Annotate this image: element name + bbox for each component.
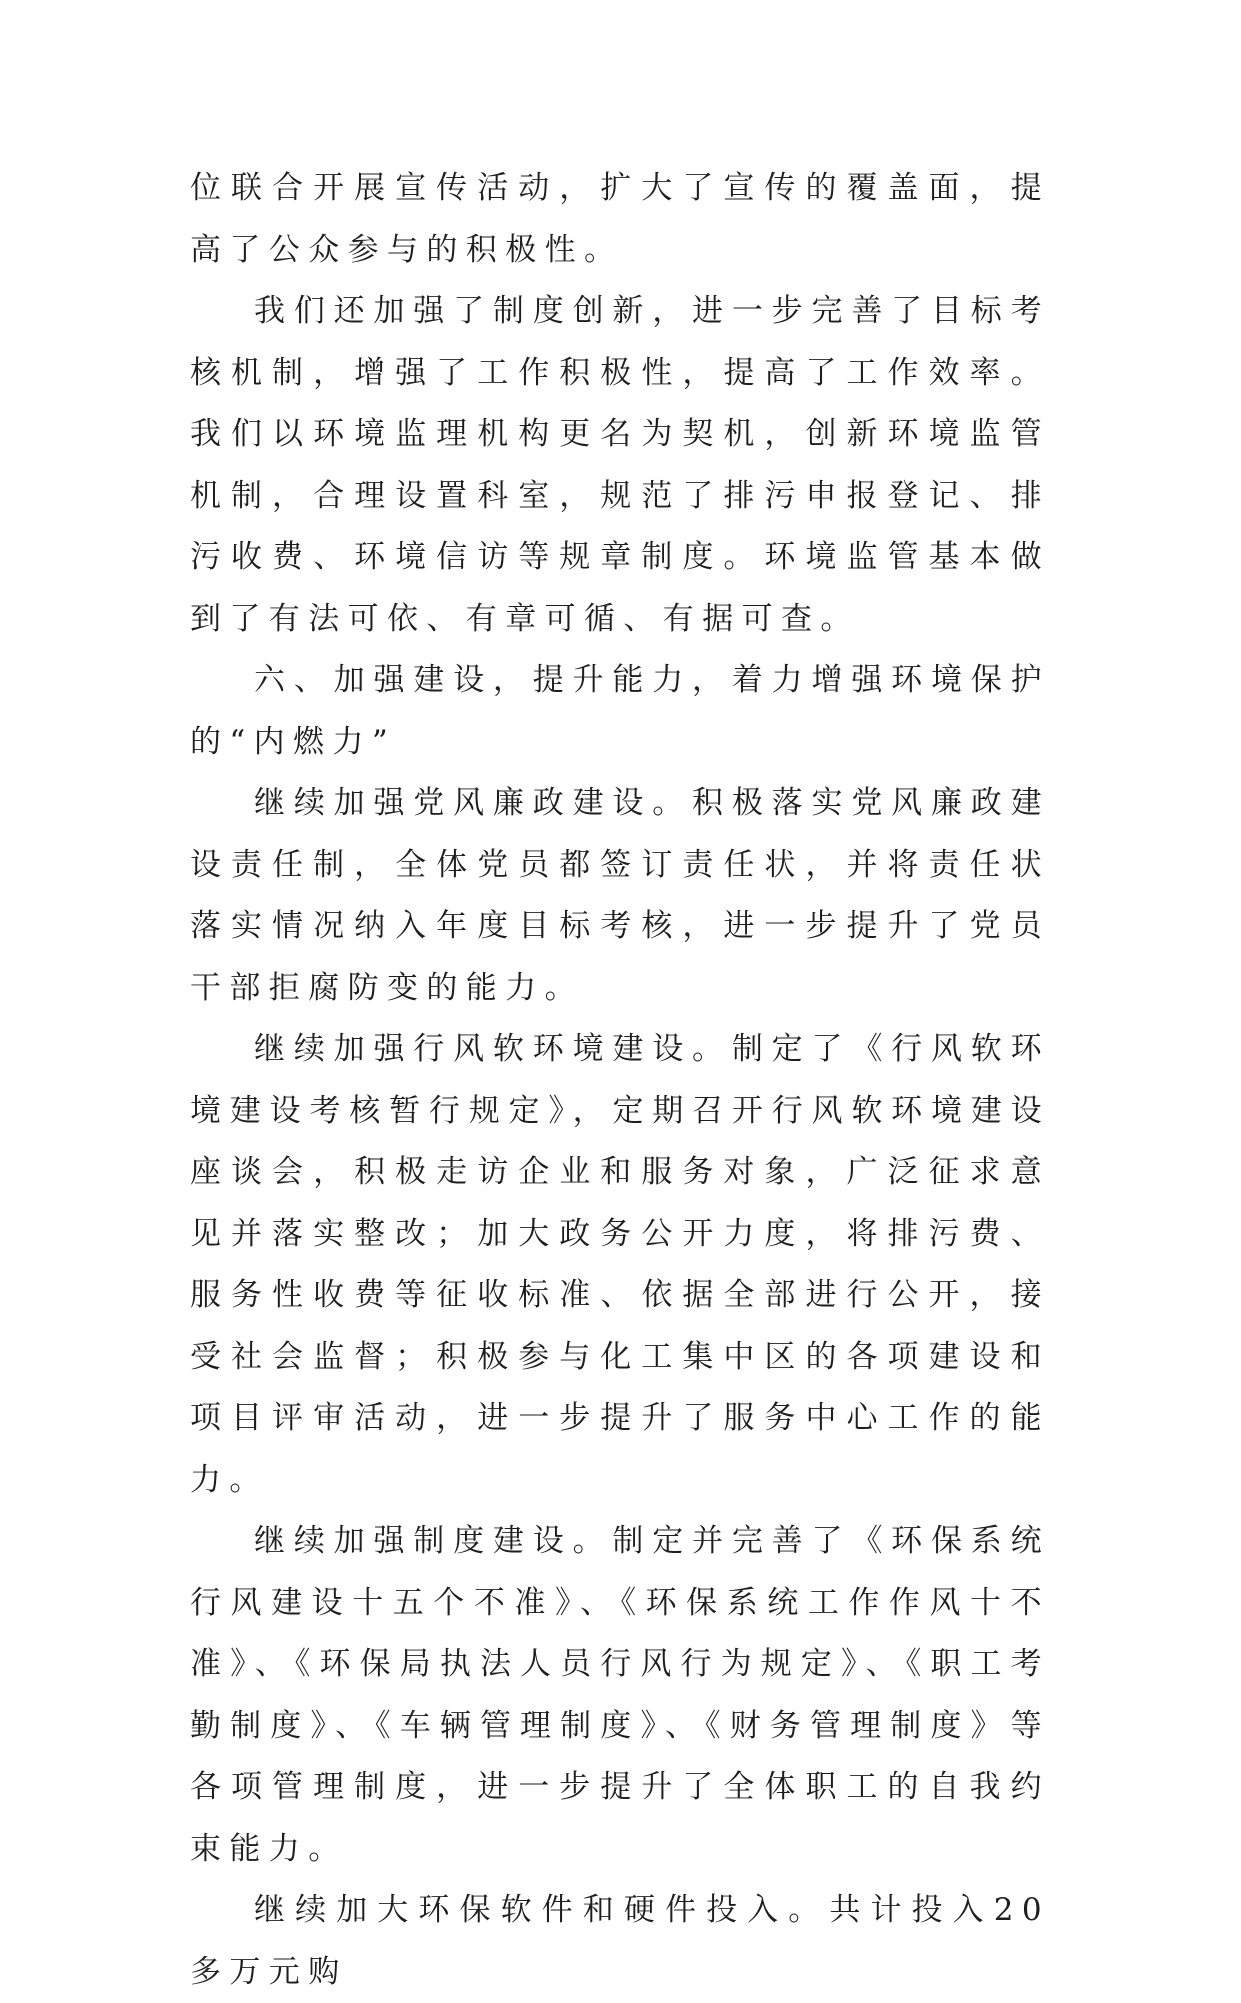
document-body (190, 158, 1050, 2003)
paragraph-system-innovation: 我们还加强了制度创新，进一步完善了目标考核机制，增强了工作积极性，提高了工作效率。我们以环境监理机构更名为契机，创新环境监管机制，合理设置科室，规范了排污申报登记、排污收费、环境信访等规章制度。环境监管基本做到了有法可依、有章可循、有据可查。 (190, 293, 1050, 637)
paragraph-party-conduct: 继续加强党风廉政建设。积极落实党风廉政建设责任制，全体党员都签订责任状，并将责任状落实情况纳入年度目标考核，进一步提升了党员干部拒腐防变的能力。 (190, 785, 1050, 1006)
paragraph-regulations: 继续加强制度建设。制定并完善了《环保系统行风建设十五个不准》、《环保系统工作作风十不准》、《环保局执法人员行风行为规定》、《职工考勤制度》、《车辆管理制度》、《财务管理制度》等各项管理制度，进一步提升了全体职工的自我约束能力。 (190, 1523, 1050, 1867)
paragraph-work-style: 继续加强行风软环境建设。制定了《行风软环境建设考核暂行规定》，定期召开行风软环境建设座谈会，积极走访企业和服务对象，广泛征求意见并落实整改；加大政务公开力度，将排污费、服务性收费等征收标准、依据全部进行公开，接受社会监督；积极参与化工集中区的各项建设和项目评审活动，进一步提升了服务中心工作的能力。 (190, 1031, 1050, 1498)
section-heading-six: 六、加强建设，提升能力，着力增强环境保护的“内燃力” (190, 662, 1050, 760)
paragraph-continuation: 位联合开展宣传活动，扩大了宣传的覆盖面，提高了公众参与的积极性。 (190, 170, 1050, 268)
paragraph-investment: 继续加大环保软件和硬件投入。共计投入20多万元购 (190, 1892, 1050, 1990)
